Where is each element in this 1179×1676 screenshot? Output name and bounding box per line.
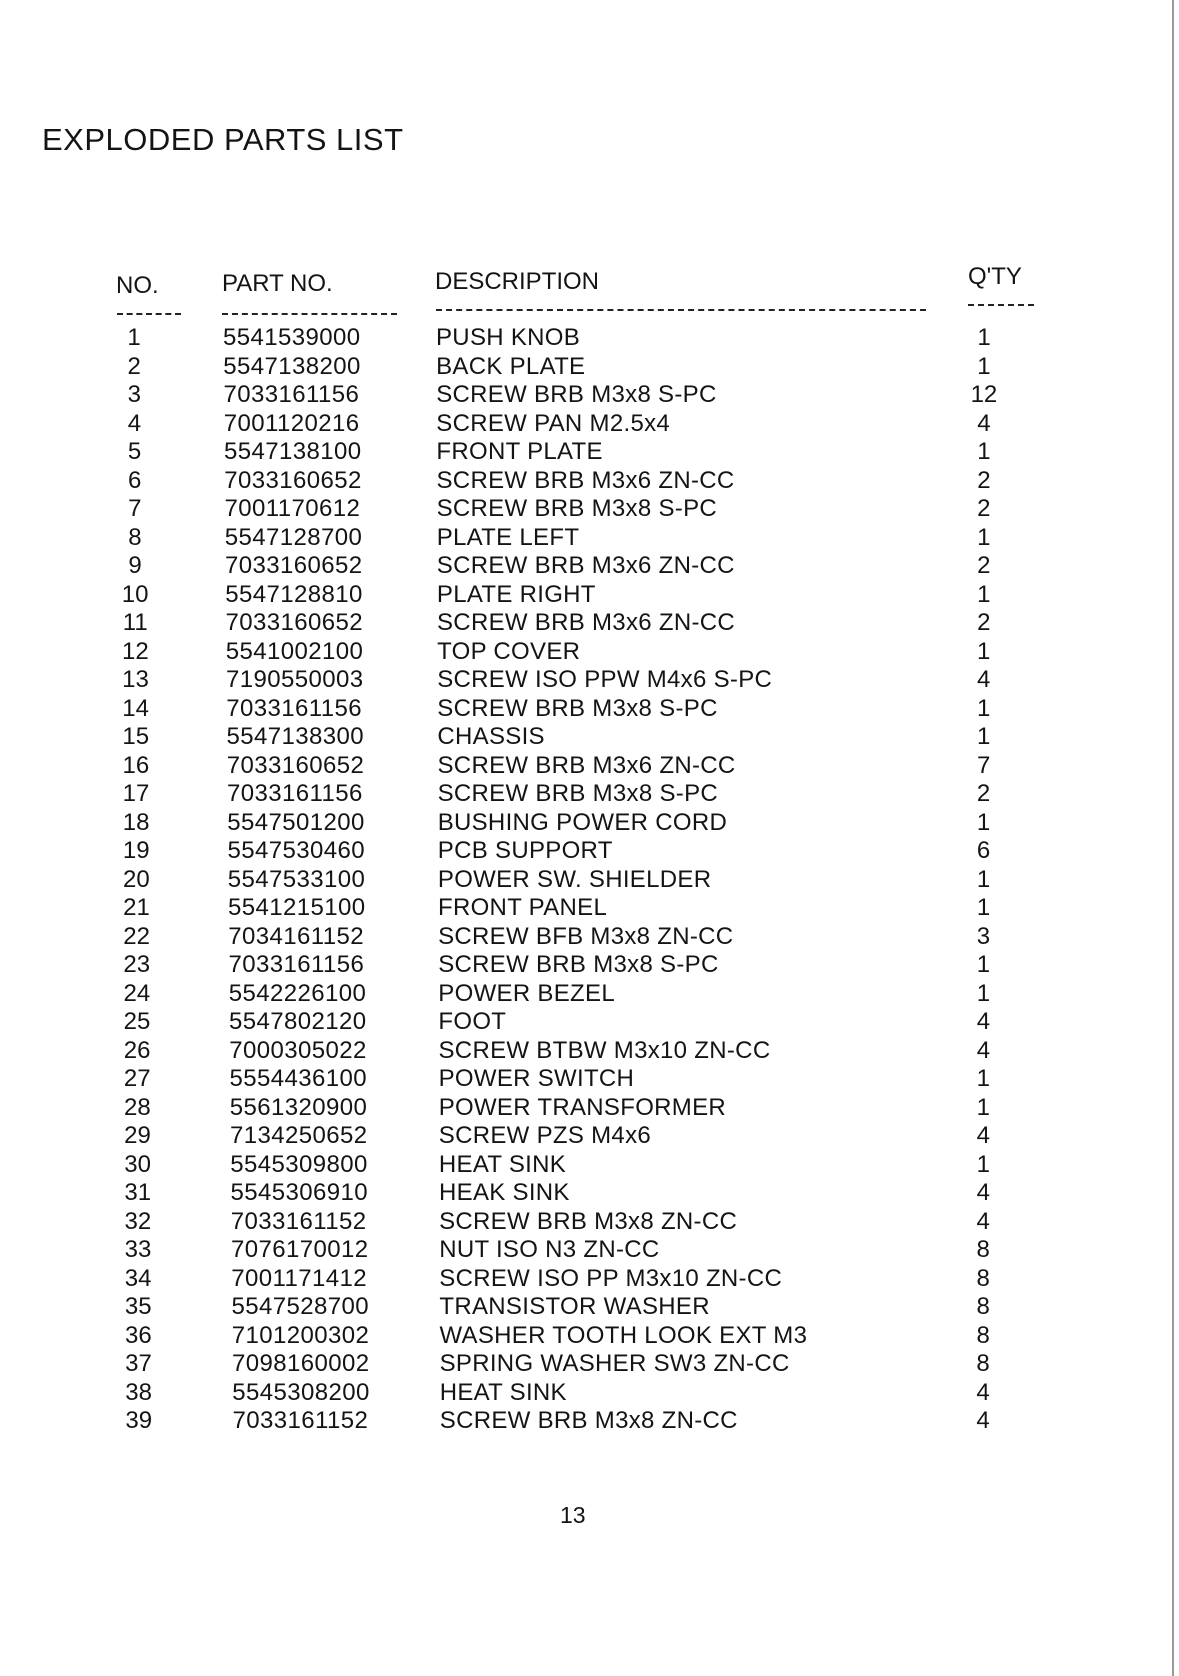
row-part-no: 7190550003 [226,666,364,693]
row-description: CHASSIS [437,723,545,750]
row-no: 11 [122,609,148,636]
row-qty: 4 [977,666,991,693]
header-divider-description [436,309,926,311]
row-description: SCREW BRB M3x6 ZN-CC [437,609,736,636]
row-description: SCREW BRB M3x8 S-PC [436,495,718,522]
row-no: 22 [123,922,150,950]
table-row [0,809,1179,838]
row-qty: 1 [976,808,991,836]
row-description: PLATE RIGHT [436,580,596,608]
row-qty: 2 [976,780,991,807]
row-description: SPRING WASHER SW3 ZN-CC [439,1350,790,1377]
row-no: 26 [123,1036,151,1064]
table-row [0,923,1179,952]
table-row [0,1407,1179,1436]
row-no: 28 [124,1093,151,1121]
row-part-no: 5547802120 [229,1008,367,1035]
row-description: SCREW BRB M3x8 ZN-CC [439,1407,738,1434]
table-row [0,837,1179,866]
scan-edge-line [1172,0,1174,1676]
row-qty: 2 [977,495,991,522]
row-qty: 8 [976,1321,990,1349]
row-no: 8 [128,523,142,551]
row-no: 12 [122,637,149,665]
row-description: TRANSISTOR WASHER [439,1293,710,1320]
row-no: 31 [124,1179,152,1206]
column-header-part-no: PART NO. [222,270,333,297]
row-description: POWER TRANSFORMER [438,1093,727,1121]
column-header-description: DESCRIPTION [435,268,600,295]
row-description: SCREW BRB M3x6 ZN-CC [436,466,735,494]
table-row [0,1094,1179,1123]
row-part-no: 7134250652 [230,1122,368,1149]
header-divider-part-no [222,313,397,315]
row-description: SCREW BRB M3x8 S-PC [437,694,718,722]
table-row [0,695,1179,724]
row-qty: 12 [970,381,998,408]
table-row [0,894,1179,923]
row-description: WASHER TOOTH LOOK EXT M3 [439,1321,808,1349]
row-qty: 1 [976,865,991,893]
row-qty: 4 [976,1207,990,1235]
row-qty: 1 [976,951,991,978]
row-no: 14 [122,694,149,722]
row-part-no: 7001171412 [231,1264,367,1292]
row-description: SCREW BRB M3x6 ZN-CC [437,751,736,779]
row-part-no: 7033161156 [223,381,360,408]
row-part-no: 7033160652 [225,552,363,579]
row-qty: 1 [976,694,991,722]
row-description: FRONT PLATE [436,438,603,465]
table-row [0,866,1179,895]
table-row [0,609,1179,638]
row-qty: 1 [976,723,991,750]
row-no: 29 [124,1122,151,1149]
row-no: 24 [123,979,151,1007]
table-row [0,1151,1179,1180]
table-row [0,1065,1179,1094]
row-qty: 4 [977,409,991,437]
row-qty: 1 [977,324,991,351]
row-part-no: 5561320900 [229,1093,368,1121]
row-no: 15 [122,723,150,750]
table-row [0,495,1179,524]
row-description: HEAK SINK [439,1179,570,1206]
row-part-no: 5541215100 [228,894,366,921]
row-qty: 7 [976,751,991,779]
row-qty: 1 [976,1093,990,1121]
table-row [0,638,1179,667]
row-description: SCREW BRB M3x6 ZN-CC [436,552,735,579]
table-row [0,1236,1179,1265]
row-part-no: 7000305022 [229,1036,367,1064]
table-row [0,1265,1179,1294]
row-part-no: 5541539000 [223,324,361,351]
row-no: 37 [125,1350,152,1377]
row-description: SCREW PAN M2.5x4 [436,409,671,437]
row-qty: 4 [976,1378,990,1406]
row-qty: 1 [977,352,991,380]
table-row [0,723,1179,752]
row-part-no: 5547128700 [224,523,363,551]
row-part-no: 5547138100 [224,438,362,465]
row-description: BACK PLATE [436,352,586,380]
row-no: 20 [123,865,150,893]
row-part-no: 5545309800 [230,1150,368,1178]
row-part-no: 7101200302 [231,1321,370,1349]
row-no: 36 [125,1321,152,1349]
row-part-no: 7001120216 [223,409,360,437]
row-part-no: 7033161156 [228,951,365,978]
table-row [0,410,1179,439]
row-no: 21 [123,894,150,921]
row-part-no: 7098160002 [232,1350,370,1377]
table-row [0,951,1179,980]
row-qty: 4 [976,1179,990,1206]
row-no: 23 [123,951,151,978]
row-description: POWER SWITCH [438,1065,635,1092]
row-qty: 4 [976,1407,990,1434]
row-no: 34 [124,1264,152,1292]
row-part-no: 5547528700 [231,1293,369,1320]
row-no: 16 [122,751,150,779]
table-row [0,980,1179,1009]
row-part-no: 7033160652 [225,609,363,636]
row-qty: 8 [976,1293,990,1320]
row-description: PLATE LEFT [436,523,580,551]
row-part-no: 7033161156 [227,780,363,807]
table-row [0,552,1179,581]
row-qty: 2 [977,466,991,494]
row-part-no: 5545308200 [232,1378,370,1406]
row-no: 35 [124,1293,152,1320]
row-part-no: 5547530460 [227,837,365,864]
row-no: 10 [121,580,149,608]
row-qty: 2 [977,552,991,579]
row-part-no: 5547128810 [225,580,363,608]
row-description: PUSH KNOB [436,324,581,351]
row-no: 25 [123,1008,151,1035]
row-no: 38 [125,1378,152,1406]
row-no: 1 [127,324,141,351]
row-qty: 6 [976,837,991,864]
row-description: TOP COVER [437,637,581,665]
page-number: 13 [560,1502,586,1528]
row-part-no: 5547138200 [223,352,361,380]
table-row [0,780,1179,809]
row-description: BUSHING POWER CORD [437,808,728,836]
row-part-no: 7033161152 [230,1207,367,1235]
row-qty: 1 [977,523,991,551]
row-qty: 8 [976,1236,990,1263]
row-part-no: 7034161152 [228,922,364,950]
table-row [0,381,1179,410]
row-description: HEAT SINK [438,1150,567,1178]
row-no: 33 [124,1236,152,1263]
row-description: SCREW BRB M3x8 S-PC [438,951,719,978]
row-qty: 1 [976,1150,990,1178]
row-no: 39 [125,1407,153,1434]
row-description: SCREW ISO PPW M4x6 S-PC [437,666,773,693]
table-row [0,666,1179,695]
row-part-no: 7001170612 [224,495,361,522]
header-divider-no [117,313,181,315]
row-description: SCREW BFB M3x8 ZN-CC [438,922,734,950]
row-part-no: 5545306910 [230,1179,368,1206]
row-no: 13 [122,666,149,693]
row-no: 9 [128,552,142,579]
row-qty: 1 [977,637,991,665]
row-description: HEAT SINK [439,1378,567,1406]
table-row [0,1179,1179,1208]
row-qty: 1 [977,438,991,465]
row-qty: 8 [976,1264,990,1292]
row-no: 4 [127,409,142,437]
table-row [0,353,1179,382]
row-part-no: 5554436100 [229,1065,367,1092]
row-description: SCREW BRB M3x8 S-PC [437,780,719,807]
row-qty: 1 [977,580,991,608]
row-qty: 1 [976,894,991,921]
row-no: 27 [123,1065,151,1092]
row-description: SCREW BTBW M3x10 ZN-CC [438,1036,771,1064]
row-no: 5 [127,438,142,465]
table-row [0,581,1179,610]
table-row [0,324,1179,353]
row-qty: 2 [977,609,991,636]
row-part-no: 7033160652 [226,751,365,779]
row-part-no: 5541002100 [225,637,364,665]
row-no: 6 [127,466,142,494]
row-description: SCREW BRB M3x8 ZN-CC [439,1207,738,1235]
row-description: POWER SW. SHIELDER [437,865,712,893]
row-qty: 8 [976,1350,990,1377]
row-qty: 4 [976,1122,990,1149]
row-no: 18 [122,808,150,836]
header-divider-qty [968,304,1034,306]
row-qty: 3 [976,922,991,950]
table-row [0,752,1179,781]
row-part-no: 7033161156 [226,694,362,722]
table-row [0,438,1179,467]
row-description: NUT ISO N3 ZN-CC [439,1236,660,1263]
row-description: PCB SUPPORT [437,837,613,864]
table-row [0,1122,1179,1151]
table-row [0,1008,1179,1037]
table-row [0,1293,1179,1322]
row-part-no: 5547533100 [227,865,366,893]
table-row [0,1350,1179,1379]
row-no: 3 [127,381,141,408]
row-part-no: 5547501200 [227,808,365,836]
row-no: 17 [122,780,150,807]
row-part-no: 7033160652 [224,466,362,494]
row-description: SCREW PZS M4x6 [438,1122,652,1149]
row-qty: 1 [976,979,991,1007]
row-no: 32 [124,1207,152,1235]
row-no: 30 [124,1150,151,1178]
row-description: FOOT [438,1008,507,1035]
table-row [0,1379,1179,1408]
row-description: POWER BEZEL [438,979,615,1007]
row-description: SCREW ISO PP M3x10 ZN-CC [439,1264,783,1292]
row-part-no: 7033161152 [232,1407,369,1434]
row-qty: 4 [976,1036,991,1064]
table-row [0,1208,1179,1237]
table-row [0,524,1179,553]
row-no: 2 [127,352,141,380]
row-part-no: 5547138300 [226,723,364,750]
table-row [0,1037,1179,1066]
column-header-qty: Q'TY [968,263,1022,290]
page-title: EXPLODED PARTS LIST [42,122,404,157]
row-description: SCREW BRB M3x8 S-PC [436,381,717,408]
row-no: 19 [122,837,150,864]
row-part-no: 7076170012 [231,1236,369,1263]
table-row [0,1322,1179,1351]
row-part-no: 5542226100 [228,979,367,1007]
row-description: FRONT PANEL [438,894,608,921]
column-header-no: NO. [116,272,159,299]
row-qty: 4 [976,1008,991,1035]
row-qty: 1 [976,1065,991,1092]
table-row [0,467,1179,496]
row-no: 7 [128,495,142,522]
